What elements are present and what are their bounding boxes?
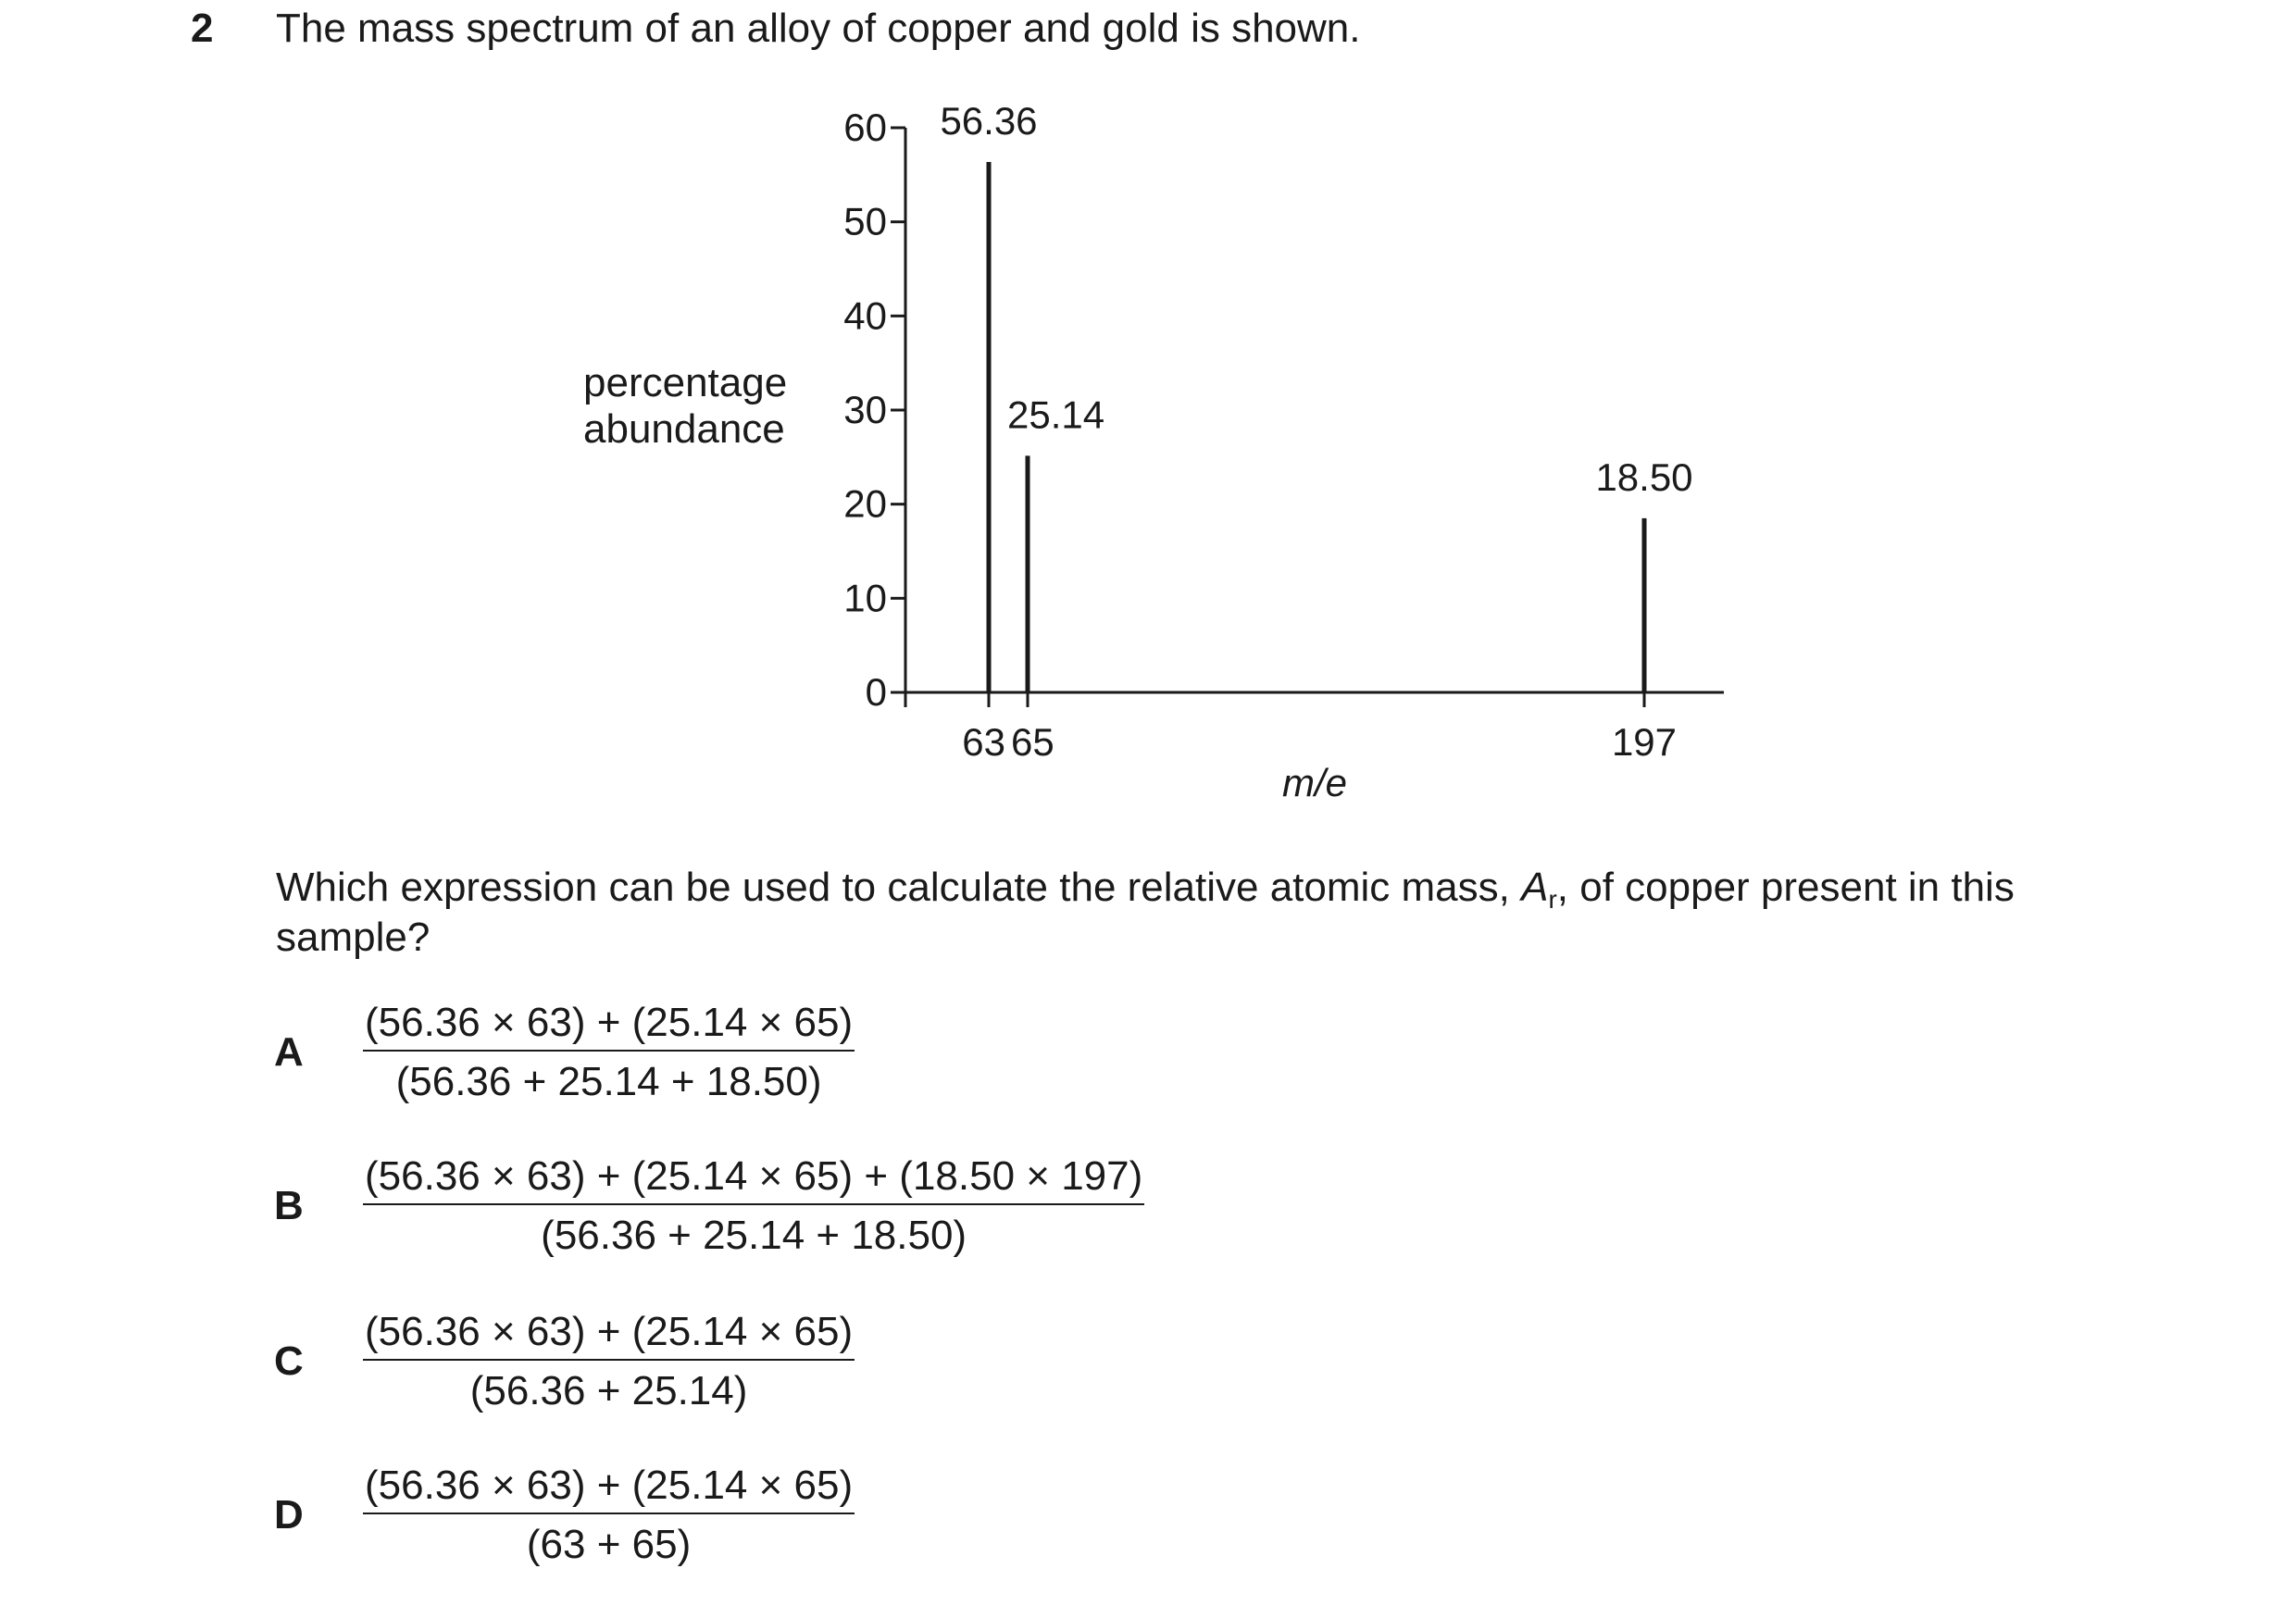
y-tick-label-10: 10: [843, 576, 887, 620]
option-a-expression[interactable]: [363, 1000, 855, 1105]
option-a-denominator: (56.36 + 25.14 + 18.50): [395, 1059, 822, 1104]
question-stem: The mass spectrum of an alloy of copper and gold is shown.: [276, 6, 1361, 51]
option-c-letter: C: [274, 1338, 304, 1384]
option-b-numerator: (56.36 × 63) + (25.14 × 65) + (18.50 × 197): [363, 1153, 1144, 1205]
option-d-expression[interactable]: [363, 1463, 855, 1568]
option-b-expression[interactable]: [363, 1153, 1144, 1259]
chart-axes: [843, 106, 1724, 764]
prompt-symbol: A: [1521, 865, 1549, 910]
peak-label-63: 56.36: [940, 99, 1038, 143]
prompt-part-2: , of copper present in this sample?: [276, 865, 2015, 960]
option-c-expression[interactable]: [363, 1309, 855, 1414]
y-tick-label-40: 40: [843, 293, 887, 338]
x-tick-label-197: 197: [1611, 720, 1678, 764]
y-axis-label-line-1: percentage: [583, 360, 788, 405]
x-tick-label-63: 63: [962, 720, 1005, 764]
y-axis-label-line-2: abundance: [583, 406, 785, 452]
option-d-letter: D: [274, 1492, 304, 1538]
option-a-numerator: (56.36 × 63) + (25.14 × 65): [363, 1000, 855, 1052]
prompt-part-1: Which expression can be used to calculate the relative atomic mass,: [276, 865, 1522, 910]
x-axis-label: m/e: [1281, 761, 1348, 804]
y-tick-label-60: 60: [843, 106, 887, 149]
prompt-subscript: r: [1548, 885, 1557, 914]
option-b-denominator: (56.36 + 25.14 + 18.50): [541, 1213, 967, 1258]
y-tick-label-30: 30: [843, 388, 887, 431]
option-c-numerator: (56.36 × 63) + (25.14 × 65): [363, 1309, 855, 1361]
peak-label-197: 18.50: [1595, 454, 1693, 499]
chart-marks: [940, 99, 1692, 692]
question-prompt: [276, 863, 2128, 963]
option-a-letter: A: [274, 1029, 304, 1075]
option-d-denominator: (63 + 65): [526, 1522, 692, 1567]
y-tick-label-0: 0: [865, 670, 887, 714]
y-tick-label-20: 20: [843, 481, 887, 526]
peak-label-65: 25.14: [1007, 392, 1105, 437]
y-tick-label-50: 50: [843, 199, 887, 243]
question-number: 2: [191, 6, 214, 51]
option-d-numerator: (56.36 × 63) + (25.14 × 65): [363, 1463, 855, 1514]
x-tick-label-65: 65: [1011, 720, 1054, 764]
option-b-letter: B: [274, 1183, 304, 1228]
option-c-denominator: (56.36 + 25.14): [469, 1368, 748, 1413]
